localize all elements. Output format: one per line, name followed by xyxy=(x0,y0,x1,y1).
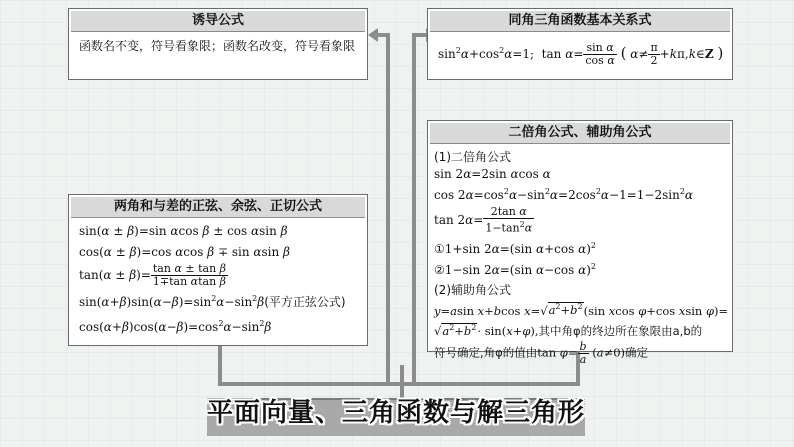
formula-cos-sum: cos(α ± β)=cos αcos β ∓ sin αsin β xyxy=(79,245,290,259)
sum-diff-formulas xyxy=(69,218,367,342)
formula-one-plus-sin: ①1+sin 2α=(sin α+cos α)$^2$ xyxy=(434,240,596,256)
box-same-angle-relations xyxy=(427,8,733,80)
arrow-left-icon xyxy=(368,28,378,42)
double-angle-heading: (1)二倍角公式 xyxy=(434,150,511,164)
box-title-sum-diff: 两角和与差的正弦、余弦、正切公式 xyxy=(71,197,365,218)
box-title-induction: 诱导公式 xyxy=(71,11,365,32)
formula-sin-sum: sin(α ± β)=sin αcos β ± cos αsin β xyxy=(79,224,288,238)
formula-auxiliary: y=asin x+bcos $x=√a^2+b^2(\sin$ xcos φ+cos xsin φ)= xyxy=(434,302,729,318)
formula-tan-sum: tan(α ± β)= $\frac{\text{tan α ± tan β}}{\text{1∓tan αtan β}}$ xyxy=(79,262,227,288)
formula-auxiliary-cont: $√a^2+b^2\cdot \sin(x+\varphi)$,其中角φ的终边所在象限由a,b的 xyxy=(434,323,703,339)
formula-auxiliary-phi: 符号确定,角φ的值由tan φ= $\frac{b}{a}$ (a≠0)确定 xyxy=(434,340,649,367)
formula-cos-pythag: $\cos(\alpha+\beta)\cos(\alpha-\beta)=\cos^2\alpha-\sin^2\beta$ xyxy=(79,319,272,334)
footer-banner xyxy=(207,398,585,436)
formula-cos-double: $\cos 2\alpha=\cos^2\alpha-\sin^2\alpha=2\cos^2\alpha-1=1-2\sin^2\alpha$ xyxy=(434,187,694,202)
connector-top-left-arm xyxy=(376,33,390,37)
double-angle-formulas xyxy=(428,144,732,370)
connector-horizontal xyxy=(218,382,580,386)
auxiliary-angle-heading: (2)辅助角公式 xyxy=(434,282,511,297)
connector-mid-right xyxy=(412,35,416,385)
box-double-auxiliary-formulas xyxy=(427,120,733,367)
box-induction-formulas xyxy=(68,8,368,80)
formula-sin-double: sin 2α=2sin αcos α xyxy=(434,167,551,181)
formula-sin-pythag: $\sin(\alpha+\beta)\sin(\alpha-\beta)=\sin^2\alpha-\sin^2\beta$(平方正弦公式) xyxy=(79,294,346,309)
box-title-double-angle: 二倍角公式、辅助角公式 xyxy=(430,123,730,144)
connector-left-up xyxy=(218,345,222,385)
footer-title: 平面向量、三角函数与解三角形 xyxy=(207,398,586,428)
connector-mid-left xyxy=(386,35,390,385)
same-angle-formula: $\sin^2\alpha+\cos^2\alpha=1$; tan α= $\frac{\text{sin α}}{\text{cos α}}$ ( α≠ $\frac{\pi}{2}$ +kπ,k∈Z ) xyxy=(438,41,724,67)
induction-text: 函数名不变，符号看象限；函数名改变，符号看象限 xyxy=(79,39,356,53)
pythag-note: (平方正弦公式) xyxy=(264,295,346,309)
box-sum-difference-formulas xyxy=(68,194,368,346)
formula-tan-double: tan 2α= $\frac{\text{2tan α}}{1-\tan^2\alpha}$ xyxy=(434,205,533,235)
box-title-same-angle: 同角三角函数基本关系式 xyxy=(430,11,730,32)
formula-one-minus-sin: ②1−sin 2α=(sin α−cos α)$^2$ xyxy=(434,261,596,277)
